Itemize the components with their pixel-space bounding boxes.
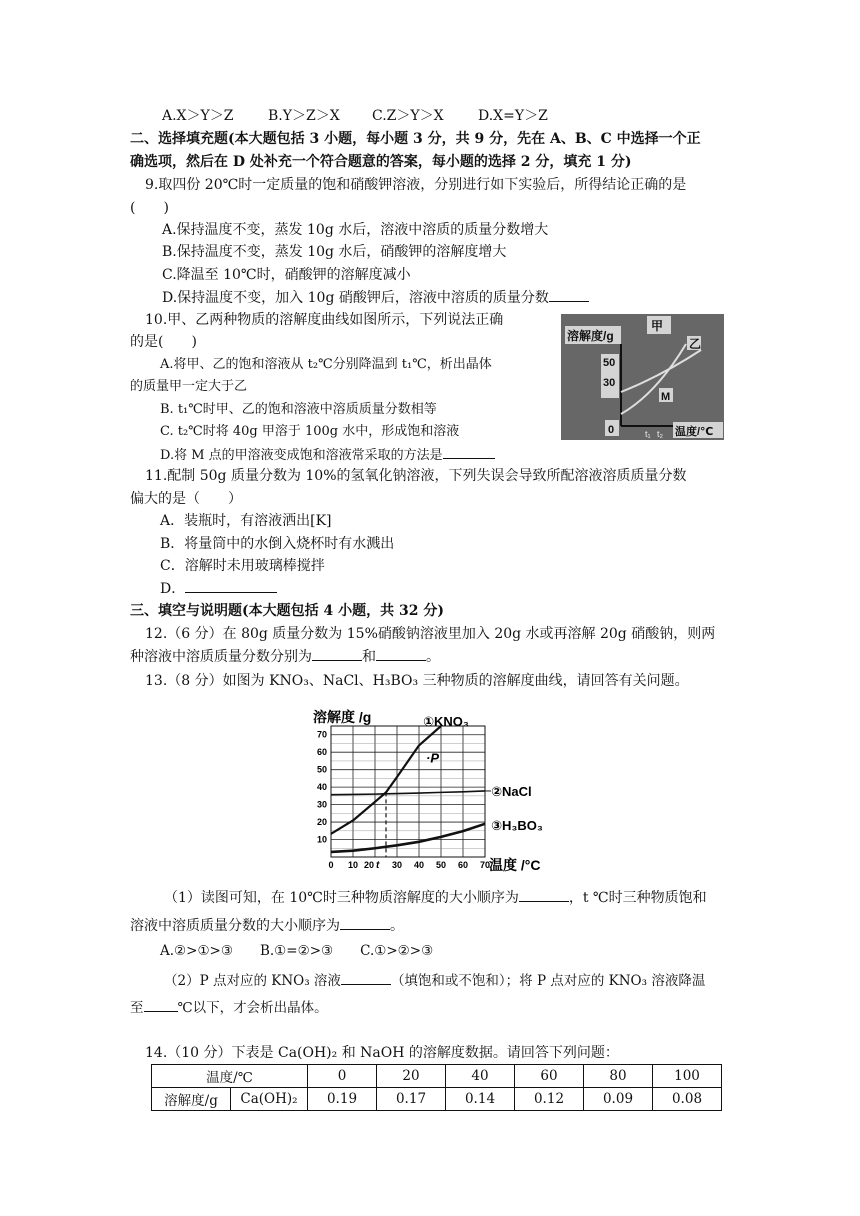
- q13-blank-4[interactable]: [144, 997, 178, 1012]
- table-cell: 0.08: [653, 1088, 722, 1111]
- q10-option-c: C. t₂℃时将 40g 甲溶于 100g 水中，形成饱和溶液: [160, 424, 460, 439]
- section2-heading-cont: 确选项，然后在 D 处补充一个符合题意的答案，每小题的选择 2 分，填充 1 分): [130, 154, 632, 170]
- chart-x-axis-label: 温度 /°C: [489, 857, 541, 873]
- table-temp-80: 80: [584, 1065, 653, 1088]
- solubility-table: [151, 1064, 722, 1111]
- q10-y30-tick: 30: [603, 377, 616, 389]
- x-tick-label: 70: [479, 860, 491, 870]
- chart-y-axis-label: 溶解度 /g: [313, 709, 372, 725]
- x-tick-label: 0: [328, 860, 334, 870]
- q13-options: A.②>①>③ B.①=②>③ C.①>②>③: [160, 943, 434, 959]
- q13-part2-cont: 至 ℃以下，才会析出晶体。: [130, 997, 328, 1018]
- q10-xlabel: 温度/℃: [675, 426, 714, 438]
- q13-stem: 13.（8 分）如图为 KNO₃、NaCl、H₃BO₃ 三种物质的溶解度曲线，请回答有关问题。: [145, 673, 689, 689]
- y-tick-label: 20: [316, 817, 327, 828]
- table-temp-40: 40: [446, 1065, 515, 1088]
- table-header-label: 温度/℃: [152, 1065, 308, 1088]
- option-c: C.Z＞Y＞X: [372, 108, 444, 124]
- table-row-label: 溶解度/g: [152, 1088, 231, 1111]
- series-label: ③H₃BO₃: [491, 817, 543, 833]
- chart-curves: [331, 714, 543, 857]
- q9-option-b: B.保持温度不变，蒸发 10g 水后，硝酸钾的溶解度增大: [162, 244, 507, 260]
- q10-option-a: A.将甲、乙的饱和溶液从 t₂℃分别降温到 t₁℃，析出晶体: [160, 357, 492, 372]
- q10-option-b: B. t₁℃时甲、乙的饱和溶液中溶质质量分数相等: [160, 402, 437, 417]
- table-header-row: [152, 1065, 722, 1088]
- series-line: [331, 824, 485, 852]
- q10-option-d: D.将 M 点的甲溶液变成饱和溶液常采取的方法是: [160, 444, 495, 466]
- q13-part2: （2）P 点对应的 KNO₃ 溶液 （填饱和或不饱和）；将 P 点对应的 KNO₃ 溶液降温: [164, 970, 705, 991]
- q9-option-a: A.保持温度不变，蒸发 10g 水后，溶液中溶质的质量分数增大: [162, 222, 549, 238]
- table-temp-100: 100: [653, 1065, 722, 1088]
- y-tick-label: 40: [316, 782, 327, 793]
- y-tick-label: 70: [316, 729, 327, 740]
- series-label: ②NaCl: [491, 783, 532, 799]
- q10-ylabel: 溶解度/g: [567, 329, 614, 343]
- q11-option-b: B．将量筒中的水倒入烧杯时有水溅出: [160, 536, 395, 552]
- q10-curve-yi-label: 乙: [689, 337, 702, 351]
- q10-point-m: M: [661, 391, 671, 403]
- table-temp-60: 60: [515, 1065, 584, 1088]
- table-cell: 0.14: [446, 1088, 515, 1111]
- x-tick-label: 10: [347, 860, 359, 870]
- q12-blank-2[interactable]: [376, 646, 426, 661]
- table-cell: 0.17: [377, 1088, 446, 1111]
- q11-option-c: C．溶解时未用玻璃棒搅拌: [160, 558, 325, 574]
- q9-option-d: D.保持温度不变，加入 10g 硝酸钾后，溶液中溶质的质量分数: [162, 287, 589, 308]
- option-a: A.X＞Y＞Z: [162, 108, 234, 124]
- series-line: [331, 791, 485, 795]
- table-row-substance: Ca(OH)₂: [231, 1088, 308, 1111]
- q14-stem: 14.（10 分）下表是 Ca(OH)₂ 和 NaOH 的溶解度数据。请回答下列问题：: [145, 1045, 619, 1061]
- y-tick-label: 50: [316, 764, 327, 775]
- chart-ticks: [317, 730, 490, 871]
- q13-blank-2[interactable]: [340, 915, 390, 930]
- q11-option-a: A．装瓶时，有溶液洒出[K]: [160, 513, 332, 529]
- x-tick-label: 40: [413, 860, 425, 870]
- q13-part1-cont: 溶液中溶质质量分数的大小顺序为 。: [130, 915, 404, 936]
- series-line: [331, 726, 441, 834]
- x-tick-label: 30: [391, 860, 403, 870]
- q13-part1: （1）读图可知，在 10℃时三种物质溶解度的大小顺序为 ，t ℃时三种物质饱和: [164, 887, 707, 908]
- q10-y50-tick: 50: [603, 357, 616, 369]
- table-row: [152, 1088, 722, 1111]
- q13-blank-1[interactable]: [519, 887, 569, 902]
- x-tick-label: 60: [457, 860, 469, 870]
- section3-heading: 三、填空与说明题(本大题包括 4 小题，共 32 分): [130, 603, 444, 619]
- q10-stem-cont: 的是( ): [130, 334, 197, 350]
- table-cell: 0.19: [308, 1088, 377, 1111]
- option-d: D.X=Y＞Z: [478, 108, 548, 124]
- q10-solubility-figure: [561, 314, 724, 440]
- solubility-chart: [305, 700, 570, 878]
- q10-origin: 0: [608, 424, 615, 436]
- option-b: B.Y＞Z＞X: [268, 108, 340, 124]
- q12-blank-1[interactable]: [312, 646, 362, 661]
- table-temp-0: 0: [308, 1065, 377, 1088]
- y-tick-label: 30: [316, 799, 327, 810]
- q10-stem: 10.甲、乙两种物质的溶解度曲线如图所示，下列说法正确: [145, 312, 504, 328]
- q11-option-d: D．: [160, 578, 277, 599]
- y-tick-label: 60: [316, 747, 327, 758]
- point-p-label: ·P: [426, 750, 439, 766]
- q9-blank[interactable]: [549, 287, 589, 302]
- q10-t1: t₁: [645, 429, 651, 439]
- t-tick-label: t: [376, 860, 380, 871]
- q12-stem-cont: 种溶液中溶质质量分数分别为 和 。: [130, 646, 440, 667]
- q10-curve-jia-label: 甲: [651, 319, 664, 333]
- q11-stem-cont: 偏大的是（ ）: [130, 491, 242, 507]
- series-label: ①KNO₃: [423, 714, 469, 729]
- x-tick-label: 20: [363, 860, 374, 870]
- q9-stem: 9.取四份 20℃时一定质量的饱和硝酸钾溶液，分别进行如下实验后，所得结论正确的是: [145, 177, 687, 193]
- table-cell: 0.12: [515, 1088, 584, 1111]
- q10-t2: t₂: [657, 429, 663, 439]
- q9-answer-paren: ( ): [130, 200, 169, 216]
- x-tick-label: 50: [435, 860, 447, 870]
- q10-blank[interactable]: [443, 444, 495, 459]
- section2-heading: 二、选择填充题(本大题包括 3 小题，每小题 3 分，共 9 分，先在 A、B、C 中选择一个正: [130, 131, 701, 147]
- q10-option-a-cont: 的质量甲一定大于乙: [130, 379, 248, 394]
- table-temp-20: 20: [377, 1065, 446, 1088]
- q11-stem: 11.配制 50g 质量分数为 10%的氢氧化钠溶液，下列失误会导致所配溶液溶质质量分数: [145, 468, 687, 484]
- y-tick-label: 10: [316, 834, 327, 845]
- table-cell: 0.09: [584, 1088, 653, 1111]
- q9-option-c: C.降温至 10℃时，硝酸钾的溶解度减小: [162, 267, 411, 283]
- q12-stem: 12.（6 分）在 80g 质量分数为 15%硝酸钠溶液里加入 20g 水或再溶解 20g 硝酸钠，则两: [145, 626, 716, 642]
- q11-blank[interactable]: [185, 578, 277, 593]
- q13-blank-3[interactable]: [341, 970, 391, 985]
